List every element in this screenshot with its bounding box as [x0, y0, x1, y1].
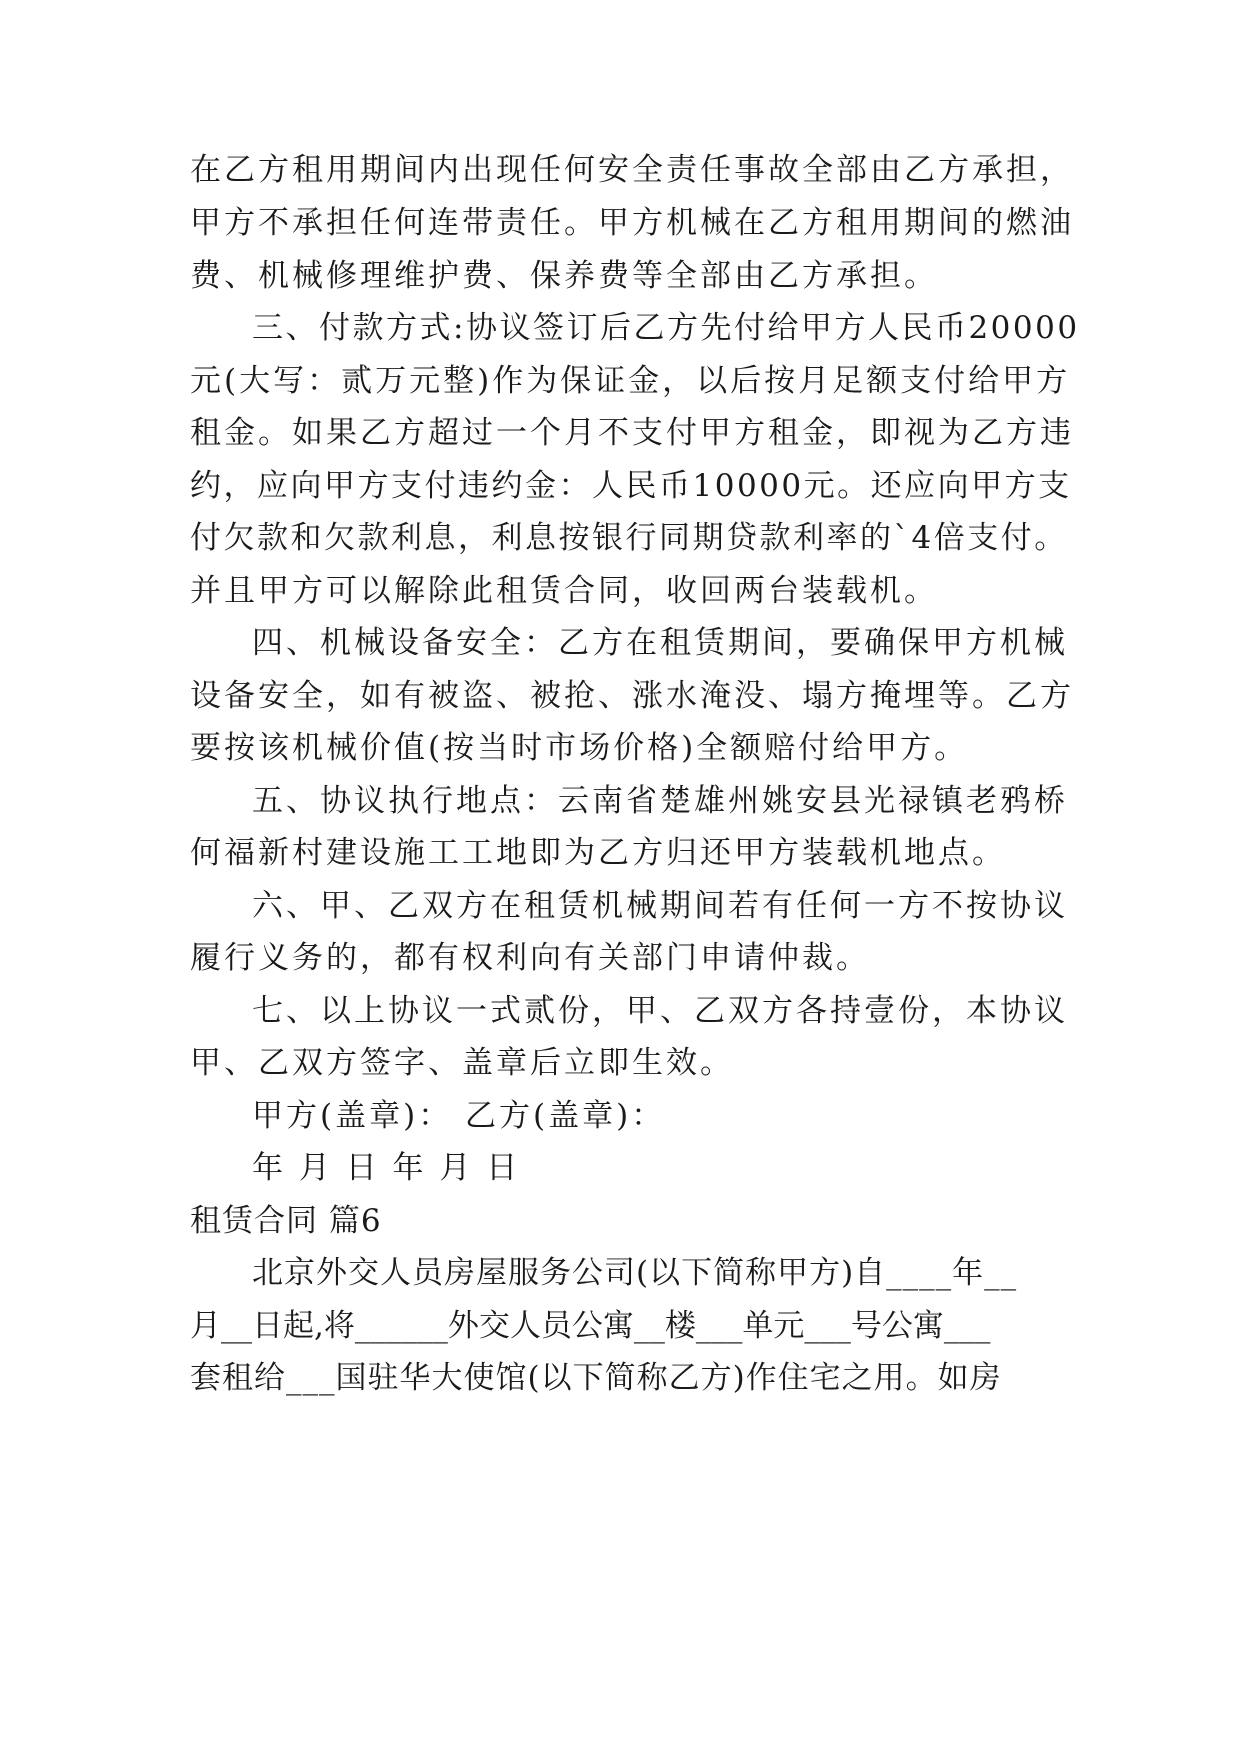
text-line: 要按该机械价值(按当时市场价格)全额赔付给甲方。	[190, 730, 969, 766]
text-line: 北京外交人员房屋服务公司(以下简称甲方)自____年__	[252, 1255, 1018, 1291]
text-line: 甲方不承担任何连带责任。甲方机械在乙方租用期间的燃油	[190, 205, 1074, 241]
text-line: 设备安全，如有被盗、被抢、涨水淹没、塌方掩埋等。乙方	[190, 678, 1074, 714]
text-line: 四、机械设备安全：乙方在租赁期间，要确保甲方机械	[252, 625, 1068, 661]
text-line: 七、以上协议一式贰份，甲、乙双方各持壹份，本协议	[252, 993, 1068, 1029]
text-line: 元(大写：贰万元整)作为保证金，以后按月足额支付给甲方	[190, 363, 1071, 399]
text-line: 费、机械修理维护费、保养费等全部由乙方承担。	[190, 258, 938, 294]
text-line: 六、甲、乙双方在租赁机械期间若有任何一方不按协议	[252, 888, 1068, 924]
text-line: 履行义务的，都有权利向有关部门申请仲裁。	[190, 940, 870, 976]
text-line: 何福新村建设施工工地即为乙方归还甲方装载机地点。	[190, 835, 1006, 871]
text-line: 约，应向甲方支付违约金：人民币10000元。还应向甲方支	[190, 468, 1072, 504]
text-line: 三、付款方式:协议签订后乙方先付给甲方人民币20000	[252, 310, 1080, 346]
text-line: 甲、乙双方签字、盖章后立即生效。	[190, 1045, 734, 1081]
section-heading: 租赁合同 篇6	[190, 1203, 382, 1239]
text-line: 套租给___国驻华大使馆(以下简称乙方)作住宅之用。如房	[190, 1360, 1002, 1396]
text-line: 在乙方租用期间内出现任何安全责任事故全部由乙方承担，	[190, 152, 1074, 188]
date-line: 年 月 日 年 月 日	[252, 1150, 521, 1186]
text-line: 月__日起,将______外交人员公寓__楼___单元___号公寓___	[190, 1308, 991, 1344]
text-line: 租金。如果乙方超过一个月不支付甲方租金，即视为乙方违	[190, 415, 1074, 451]
signature-line: 甲方(盖章)： 乙方(盖章)：	[252, 1098, 666, 1134]
text-line: 并且甲方可以解除此租赁合同，收回两台装载机。	[190, 573, 938, 609]
text-line: 付欠款和欠款利息，利息按银行同期贷款利率的`4倍支付。	[190, 520, 1068, 556]
text-line: 五、协议执行地点：云南省楚雄州姚安县光禄镇老鸦桥	[252, 783, 1068, 819]
